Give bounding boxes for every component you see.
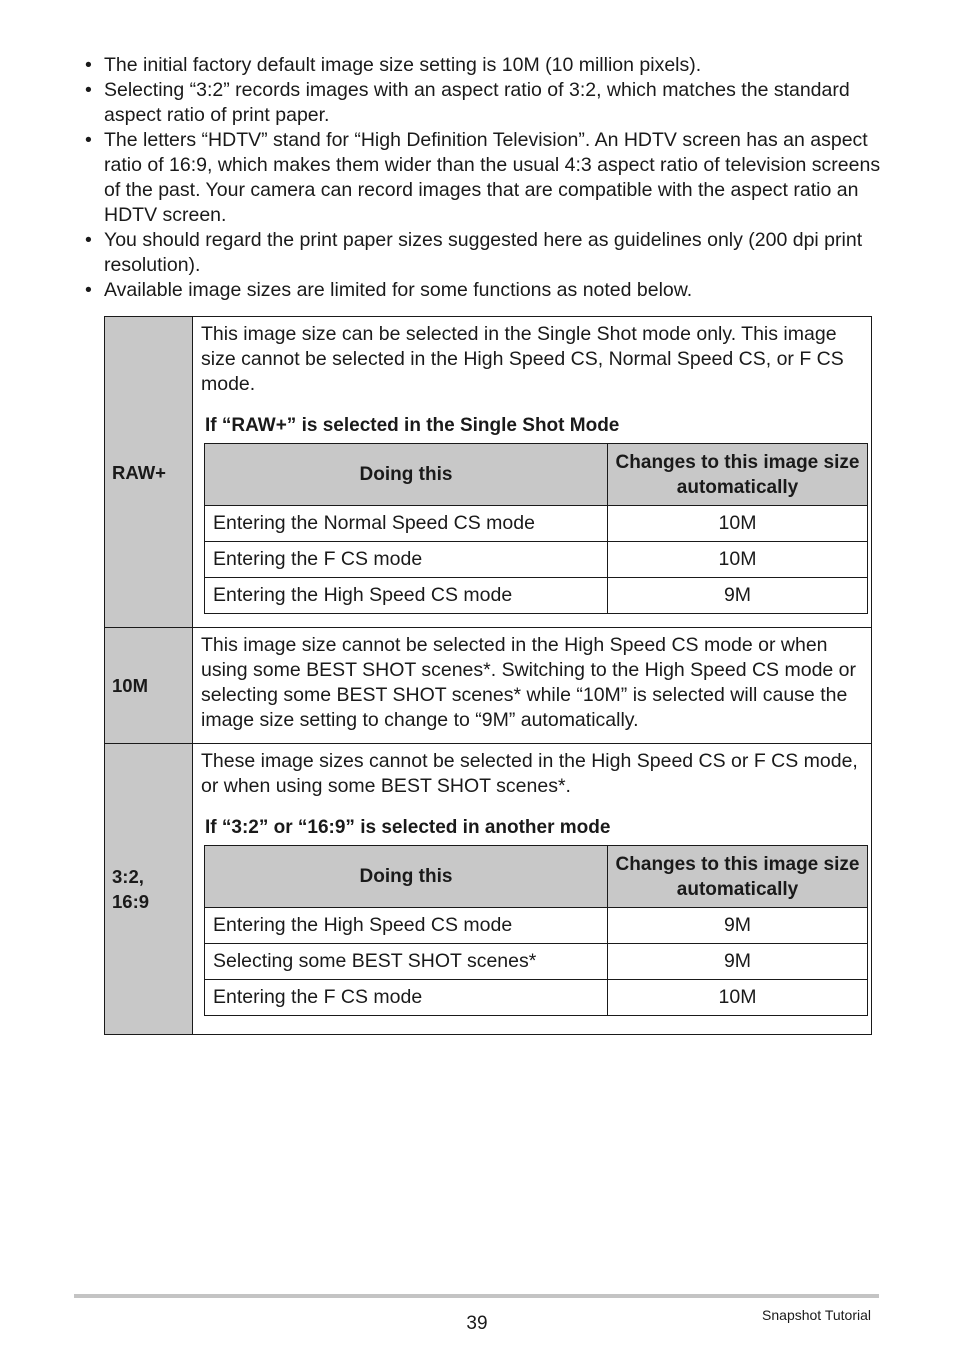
- table-row: [205, 506, 868, 542]
- sub-table: [204, 443, 868, 614]
- table-row: [205, 578, 868, 614]
- footer-divider: [74, 1294, 879, 1298]
- action-cell: Selecting some BEST SHOT scenes*: [205, 944, 608, 980]
- sub-table: [204, 845, 868, 1016]
- action-cell: Entering the High Speed CS mode: [205, 578, 608, 614]
- header-changes: Changes to this image size automatically: [608, 846, 868, 908]
- table-row-raw: [105, 317, 872, 628]
- header-doing-this: Doing this: [205, 444, 608, 506]
- size-cell: 9M: [608, 578, 868, 614]
- bullet-item: • The initial factory default image size setting is 10M (10 million pixels).: [84, 53, 884, 78]
- row-description: This image size cannot be selected in the High Speed CS mode or when using some BEST SHOT scenes*. Switching to the High Speed CS mode or selecting some BEST SHOT scenes* while “10M” is selected will cause the image size setting to change to “9M” automatically.: [201, 634, 857, 731]
- page-number: 39: [466, 1313, 488, 1334]
- action-cell: Entering the F CS mode: [205, 542, 608, 578]
- action-cell: Entering the Normal Speed CS mode: [205, 506, 608, 542]
- row-description: These image sizes cannot be selected in the High Speed CS or F CS mode, or when using some BEST SHOT scenes*.: [201, 750, 858, 797]
- bullet-item: • The letters “HDTV” stand for “High Definition Television”. An HDTV screen has an aspect ratio of 16:9, which makes them wider than the usual 4:3 aspect ratio of television screens of the past. Your camera can record images that are compatible with the aspect ratio an HDTV screen.: [84, 128, 884, 228]
- row-description-cell: [193, 317, 872, 628]
- row-description-cell: [193, 628, 872, 744]
- size-cell: 10M: [608, 980, 868, 1016]
- sub-table-title: If “3:2” or “16:9” is selected in another mode: [205, 817, 611, 838]
- row-label: [105, 744, 193, 1035]
- bullet-item: • Selecting “3:2” records images with an aspect ratio of 3:2, which matches the standard aspect ratio of print paper.: [84, 78, 884, 128]
- size-cell: 10M: [608, 542, 868, 578]
- size-cell: 10M: [608, 506, 868, 542]
- table-row: [205, 908, 868, 944]
- header-doing-this: Doing this: [205, 846, 608, 908]
- row-description: This image size can be selected in the Single Shot mode only. This image size cannot be selected in the High Speed CS, Normal Speed CS, or F CS mode.: [201, 323, 844, 395]
- row-label-line: 3:2,: [112, 866, 144, 887]
- bullet-item: • You should regard the print paper sizes suggested here as guidelines only (200 dpi print resolution).: [84, 228, 884, 278]
- header-changes: Changes to this image size automatically: [608, 444, 868, 506]
- table-row-aspect: [105, 744, 872, 1035]
- table-row: [205, 542, 868, 578]
- row-label-line: 16:9: [112, 891, 150, 912]
- image-size-table: [104, 316, 872, 1035]
- size-cell: 9M: [608, 908, 868, 944]
- sub-table-header: [205, 444, 868, 506]
- row-label: RAW+: [105, 317, 193, 628]
- size-cell: 9M: [608, 944, 868, 980]
- bullet-list: [84, 53, 884, 303]
- action-cell: Entering the F CS mode: [205, 980, 608, 1016]
- section-name: Snapshot Tutorial: [762, 1307, 871, 1323]
- action-cell: Entering the High Speed CS mode: [205, 908, 608, 944]
- sub-table-title: If “RAW+” is selected in the Single Shot Mode: [205, 415, 620, 436]
- table-row-10m: [105, 628, 872, 744]
- table-row: [205, 944, 868, 980]
- row-label: 10M: [105, 628, 193, 744]
- table-row: [205, 980, 868, 1016]
- row-description-cell: [193, 744, 872, 1035]
- sub-table-header: [205, 846, 868, 908]
- bullet-item: • Available image sizes are limited for some functions as noted below.: [84, 278, 884, 303]
